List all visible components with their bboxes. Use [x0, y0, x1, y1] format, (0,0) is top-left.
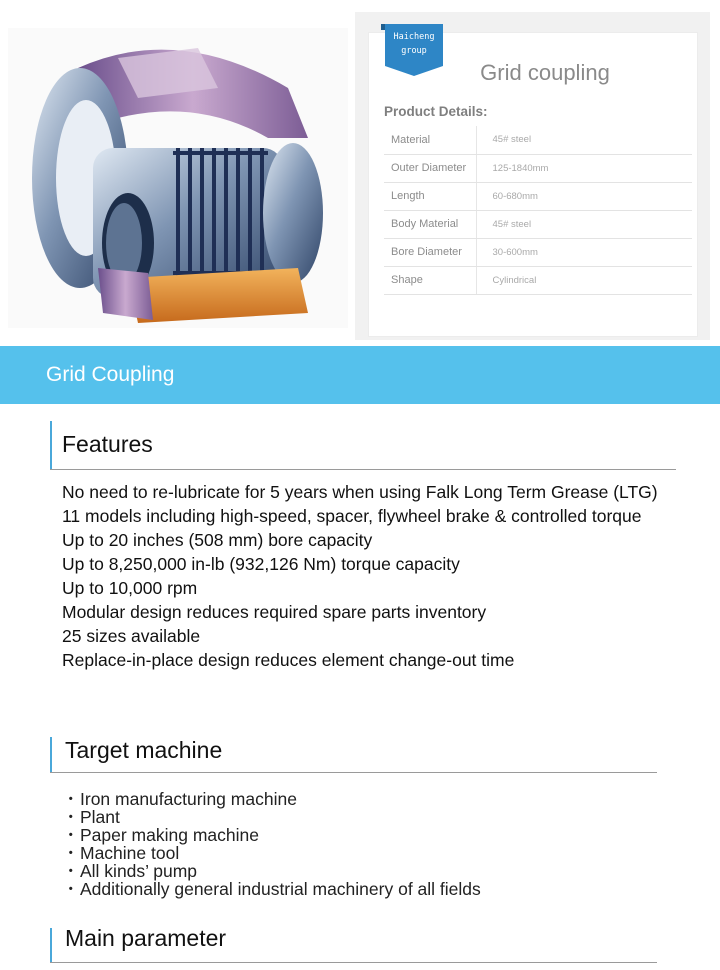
bullet-icon: ・: [62, 879, 80, 899]
feature-item: 11 models including high-speed, spacer, flywheel brake & controlled torque: [62, 506, 642, 526]
target-divider: [50, 772, 657, 773]
target-item: [62, 808, 662, 826]
brand-badge-line1: Haicheng: [393, 32, 435, 42]
feature-item: Up to 10,000 rpm: [62, 578, 198, 598]
product-details-table: [384, 126, 692, 295]
target-machine-heading: Target machine: [65, 737, 223, 763]
target-item-text: All kinds’ pump: [80, 861, 198, 881]
detail-value: 45# steel: [476, 210, 692, 238]
target-machine-list: [62, 790, 662, 898]
grid-coupling-illustration: [8, 28, 348, 328]
bullet-icon: ・: [62, 825, 80, 845]
product-details-heading: Product Details:: [384, 104, 488, 119]
target-item-text: Additionally general industrial machinery of all fields: [80, 879, 481, 899]
main-parameter-heading: Main parameter: [65, 925, 227, 951]
product-image: [8, 28, 348, 328]
detail-row: [384, 266, 692, 294]
features-accent-bar: [50, 421, 52, 469]
detail-row: [384, 154, 692, 182]
detail-row: [384, 182, 692, 210]
section-banner: [0, 346, 720, 404]
target-item-text: Iron manufacturing machine: [80, 789, 297, 809]
target-item: [62, 880, 662, 898]
feature-item: Replace-in-place design reduces element change-out time: [62, 650, 515, 670]
parameter-accent-bar: [50, 928, 52, 962]
target-item-text: Plant: [80, 807, 120, 827]
detail-label: Material: [384, 126, 476, 154]
feature-item: Up to 8,250,000 in-lb (932,126 Nm) torque capacity: [62, 554, 460, 574]
detail-value: 125-1840mm: [476, 154, 692, 182]
feature-item: 25 sizes available: [62, 626, 201, 646]
banner-title: Grid Coupling: [46, 363, 175, 386]
target-item: [62, 862, 662, 880]
product-title: Grid coupling: [480, 60, 610, 85]
target-item: [62, 844, 662, 862]
feature-item: Modular design reduces required spare parts inventory: [62, 602, 487, 622]
bullet-icon: ・: [62, 789, 80, 809]
detail-value: Cylindrical: [476, 266, 692, 294]
target-item: [62, 790, 662, 808]
detail-value: 30-600mm: [476, 238, 692, 266]
detail-label: Outer Diameter: [384, 154, 476, 182]
detail-label: Body Material: [384, 210, 476, 238]
detail-row: [384, 126, 692, 154]
bullet-icon: ・: [62, 861, 80, 881]
detail-label: Bore Diameter: [384, 238, 476, 266]
detail-value: 60-680mm: [476, 182, 692, 210]
feature-item: No need to re-lubricate for 5 years when using Falk Long Term Grease (LTG): [62, 482, 658, 502]
features-divider: [50, 469, 676, 470]
target-item-text: Machine tool: [80, 843, 180, 863]
detail-label: Shape: [384, 266, 476, 294]
parameter-divider: [50, 962, 657, 963]
feature-item: Up to 20 inches (508 mm) bore capacity: [62, 530, 373, 550]
detail-row: [384, 238, 692, 266]
target-item-text: Paper making machine: [80, 825, 259, 845]
bullet-icon: ・: [62, 807, 80, 827]
brand-badge-line2: group: [401, 46, 427, 56]
target-accent-bar: [50, 737, 52, 773]
features-list: [62, 480, 682, 672]
target-item: [62, 826, 662, 844]
detail-value: 45# steel: [476, 126, 692, 154]
detail-label: Length: [384, 182, 476, 210]
bullet-icon: ・: [62, 843, 80, 863]
detail-row: [384, 210, 692, 238]
features-heading: Features: [62, 431, 153, 457]
